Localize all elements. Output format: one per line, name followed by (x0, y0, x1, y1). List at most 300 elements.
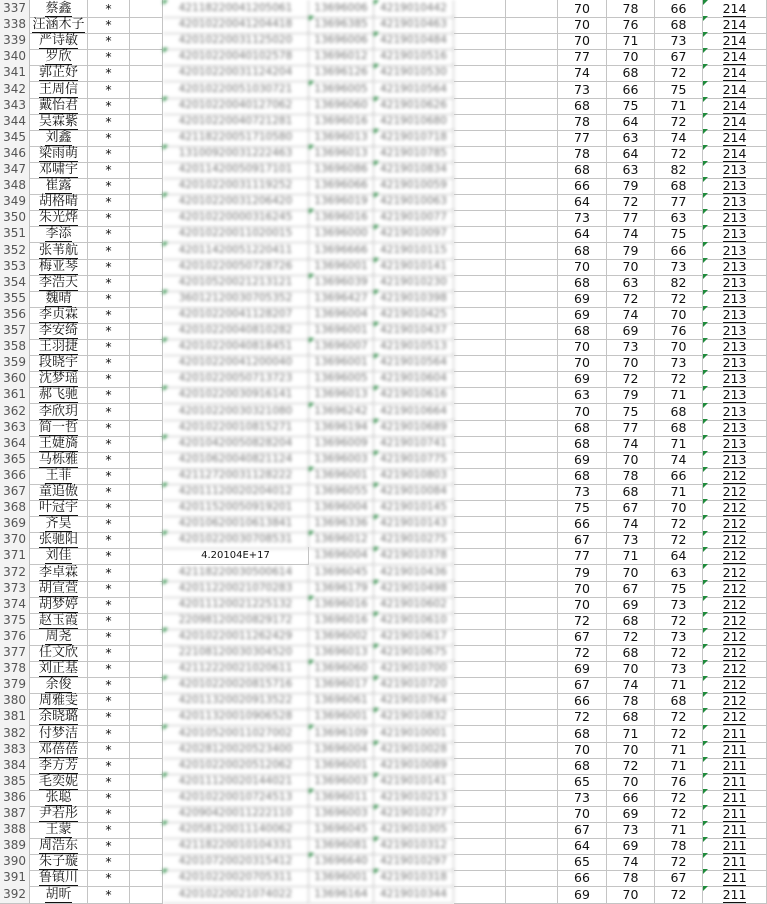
id-number-cell[interactable]: 42010220030916141 (163, 386, 309, 404)
score-cell-1[interactable]: 69 (558, 660, 607, 678)
score-cell-1[interactable]: 73 (558, 209, 607, 227)
mark-cell[interactable]: * (88, 628, 130, 646)
score-cell-1[interactable]: 70 (558, 596, 607, 614)
code-cell[interactable]: 4219010718 (374, 129, 454, 147)
score-cell-2[interactable]: 67 (607, 580, 655, 598)
mark-cell[interactable]: * (88, 853, 130, 871)
score-cell-3[interactable]: 68 (655, 692, 703, 710)
code-cell[interactable]: 4219010498 (374, 580, 454, 598)
phone-cell[interactable]: 13696427 (309, 290, 374, 308)
score-cell-3[interactable]: 78 (655, 837, 703, 855)
mark-cell[interactable]: * (88, 32, 130, 50)
code-cell[interactable]: 4219010141 (374, 773, 454, 791)
phone-cell[interactable]: 13696005 (309, 81, 374, 99)
mark-cell[interactable]: * (88, 789, 130, 807)
score-cell-3[interactable]: 75 (655, 225, 703, 243)
mark-cell[interactable]: * (88, 177, 130, 195)
mark-cell[interactable]: * (88, 258, 130, 276)
score-cell-1[interactable]: 65 (558, 773, 607, 791)
id-number-cell[interactable]: 42010220040818451 (163, 338, 309, 356)
score-cell-1[interactable]: 75 (558, 499, 607, 517)
mark-cell[interactable]: * (88, 354, 130, 372)
id-number-cell[interactable]: 42112720031128222 (163, 467, 309, 485)
mark-cell[interactable]: * (88, 757, 130, 775)
score-cell-3[interactable]: 68 (655, 419, 703, 437)
score-cell-2[interactable]: 67 (607, 499, 655, 517)
id-number-cell[interactable]: 42010620010613841 (163, 515, 309, 533)
id-number-cell[interactable]: 4.20104E+17 (163, 547, 309, 565)
score-cell-3[interactable]: 72 (655, 644, 703, 662)
mark-cell[interactable]: * (88, 596, 130, 614)
id-number-cell[interactable]: 22108120030304520 (163, 644, 309, 662)
id-number-cell[interactable]: 42011420050917101 (163, 161, 309, 179)
phone-cell[interactable]: 13696164 (309, 886, 374, 904)
code-cell[interactable]: 4219010277 (374, 805, 454, 823)
phone-cell[interactable]: 13696666 (309, 242, 374, 260)
phone-cell[interactable]: 13696179 (309, 580, 374, 598)
score-cell-3[interactable]: 71 (655, 386, 703, 404)
code-cell[interactable]: 4219010675 (374, 644, 454, 662)
id-number-cell[interactable]: 42010220030708531 (163, 531, 309, 549)
score-cell-1[interactable]: 69 (558, 370, 607, 388)
mark-cell[interactable]: * (88, 644, 130, 662)
score-cell-1[interactable]: 63 (558, 386, 607, 404)
phone-cell[interactable]: 13696061 (309, 692, 374, 710)
score-cell-1[interactable]: 70 (558, 0, 607, 18)
code-cell[interactable]: 4219010775 (374, 451, 454, 469)
code-cell[interactable]: 4219010063 (374, 193, 454, 211)
score-cell-3[interactable]: 77 (655, 193, 703, 211)
score-cell-3[interactable]: 73 (655, 660, 703, 678)
phone-cell[interactable]: 13696001 (309, 354, 374, 372)
score-cell-3[interactable]: 68 (655, 403, 703, 421)
score-cell-3[interactable]: 73 (655, 628, 703, 646)
code-cell[interactable]: 4219010297 (374, 853, 454, 871)
score-cell-3[interactable]: 72 (655, 370, 703, 388)
code-cell[interactable]: 4219010077 (374, 209, 454, 227)
score-cell-3[interactable]: 70 (655, 338, 703, 356)
mark-cell[interactable]: * (88, 274, 130, 292)
score-cell-2[interactable]: 70 (607, 564, 655, 582)
score-cell-1[interactable]: 70 (558, 580, 607, 598)
id-number-cell[interactable]: 42011320020913522 (163, 692, 309, 710)
code-cell[interactable]: 4219010398 (374, 290, 454, 308)
mark-cell[interactable]: * (88, 129, 130, 147)
phone-cell[interactable]: 13696336 (309, 515, 374, 533)
score-cell-2[interactable]: 69 (607, 837, 655, 855)
score-cell-3[interactable]: 72 (655, 789, 703, 807)
phone-cell[interactable]: 13696016 (309, 209, 374, 227)
mark-cell[interactable]: * (88, 209, 130, 227)
phone-cell[interactable]: 13696045 (309, 821, 374, 839)
score-cell-2[interactable]: 66 (607, 789, 655, 807)
score-cell-2[interactable]: 66 (607, 81, 655, 99)
code-cell[interactable]: 4219010213 (374, 789, 454, 807)
mark-cell[interactable]: * (88, 467, 130, 485)
score-cell-2[interactable]: 70 (607, 773, 655, 791)
score-cell-1[interactable]: 69 (558, 886, 607, 904)
score-cell-3[interactable]: 70 (655, 499, 703, 517)
phone-cell[interactable]: 13696060 (309, 660, 374, 678)
phone-cell[interactable]: 13696003 (309, 805, 374, 823)
score-cell-2[interactable]: 74 (607, 676, 655, 694)
score-cell-1[interactable]: 67 (558, 531, 607, 549)
score-cell-3[interactable]: 72 (655, 64, 703, 82)
phone-cell[interactable]: 13696001 (309, 869, 374, 887)
score-cell-3[interactable]: 66 (655, 0, 703, 18)
mark-cell[interactable]: * (88, 290, 130, 308)
score-cell-1[interactable]: 73 (558, 789, 607, 807)
score-cell-3[interactable]: 74 (655, 129, 703, 147)
score-cell-3[interactable]: 73 (655, 354, 703, 372)
id-number-cell[interactable]: 42010220030321080 (163, 403, 309, 421)
score-cell-2[interactable]: 64 (607, 113, 655, 131)
score-cell-1[interactable]: 70 (558, 16, 607, 34)
score-cell-1[interactable]: 68 (558, 435, 607, 453)
mark-cell[interactable]: * (88, 886, 130, 904)
score-cell-3[interactable]: 67 (655, 869, 703, 887)
phone-cell[interactable]: 13696016 (309, 113, 374, 131)
score-cell-3[interactable]: 72 (655, 805, 703, 823)
score-cell-3[interactable]: 71 (655, 435, 703, 453)
score-cell-3[interactable]: 68 (655, 177, 703, 195)
score-cell-1[interactable]: 74 (558, 64, 607, 82)
score-cell-1[interactable]: 66 (558, 515, 607, 533)
phone-cell[interactable]: 13696016 (309, 596, 374, 614)
mark-cell[interactable]: * (88, 97, 130, 115)
score-cell-2[interactable]: 77 (607, 419, 655, 437)
score-cell-3[interactable]: 73 (655, 258, 703, 276)
id-number-cell[interactable]: 13100920031222463 (163, 145, 309, 163)
score-cell-1[interactable]: 64 (558, 837, 607, 855)
score-cell-2[interactable]: 69 (607, 322, 655, 340)
score-cell-3[interactable]: 71 (655, 821, 703, 839)
score-cell-3[interactable]: 72 (655, 886, 703, 904)
mark-cell[interactable]: * (88, 81, 130, 99)
score-cell-3[interactable]: 72 (655, 113, 703, 131)
id-number-cell[interactable]: 42010420050828204 (163, 435, 309, 453)
id-number-cell[interactable]: 42010520021213121 (163, 274, 309, 292)
phone-cell[interactable]: 13696242 (309, 403, 374, 421)
phone-cell[interactable]: 13696002 (309, 628, 374, 646)
score-cell-1[interactable]: 65 (558, 853, 607, 871)
score-cell-2[interactable]: 74 (607, 306, 655, 324)
score-cell-3[interactable]: 66 (655, 242, 703, 260)
id-number-cell[interactable]: 42010220041204418 (163, 16, 309, 34)
phone-cell[interactable]: 13696009 (309, 435, 374, 453)
score-cell-3[interactable]: 72 (655, 853, 703, 871)
code-cell[interactable]: 4219010564 (374, 354, 454, 372)
score-cell-1[interactable]: 70 (558, 258, 607, 276)
score-cell-2[interactable]: 70 (607, 660, 655, 678)
score-cell-3[interactable]: 82 (655, 161, 703, 179)
score-cell-1[interactable]: 68 (558, 242, 607, 260)
phone-cell[interactable]: 13696001 (309, 467, 374, 485)
mark-cell[interactable]: * (88, 499, 130, 517)
score-cell-2[interactable]: 76 (607, 16, 655, 34)
mark-cell[interactable]: * (88, 225, 130, 243)
code-cell[interactable]: 4219010275 (374, 531, 454, 549)
score-cell-2[interactable]: 78 (607, 692, 655, 710)
score-cell-1[interactable]: 70 (558, 338, 607, 356)
score-cell-3[interactable]: 63 (655, 209, 703, 227)
mark-cell[interactable]: * (88, 386, 130, 404)
id-number-cell[interactable]: 42010220020705311 (163, 869, 309, 887)
id-number-cell[interactable]: 42010220050728726 (163, 258, 309, 276)
code-cell[interactable]: 4219010617 (374, 628, 454, 646)
score-cell-2[interactable]: 63 (607, 129, 655, 147)
score-cell-1[interactable]: 77 (558, 547, 607, 565)
score-cell-1[interactable]: 77 (558, 129, 607, 147)
code-cell[interactable]: 4219010143 (374, 515, 454, 533)
score-cell-3[interactable]: 72 (655, 612, 703, 630)
score-cell-3[interactable]: 74 (655, 451, 703, 469)
phone-cell[interactable]: 13696016 (309, 612, 374, 630)
code-cell[interactable]: 4219010689 (374, 419, 454, 437)
score-cell-3[interactable]: 76 (655, 322, 703, 340)
score-cell-3[interactable]: 68 (655, 16, 703, 34)
score-cell-2[interactable]: 71 (607, 725, 655, 743)
score-cell-2[interactable]: 75 (607, 403, 655, 421)
id-number-cell[interactable]: 36012120030705352 (163, 290, 309, 308)
score-cell-1[interactable]: 78 (558, 113, 607, 131)
code-cell[interactable]: 4219010741 (374, 435, 454, 453)
score-cell-3[interactable]: 71 (655, 97, 703, 115)
code-cell[interactable]: 4219010141 (374, 258, 454, 276)
id-number-cell[interactable]: 42011220021070283 (163, 580, 309, 598)
id-number-cell[interactable]: 42028120020523400 (163, 741, 309, 759)
mark-cell[interactable]: * (88, 773, 130, 791)
phone-cell[interactable]: 13696004 (309, 547, 374, 565)
phone-cell[interactable]: 13696012 (309, 531, 374, 549)
code-cell[interactable]: 4219010764 (374, 692, 454, 710)
score-cell-2[interactable]: 79 (607, 242, 655, 260)
code-cell[interactable]: 4219010834 (374, 161, 454, 179)
id-number-cell[interactable]: 42010220021074022 (163, 886, 309, 904)
id-number-cell[interactable]: 42010220000316245 (163, 209, 309, 227)
score-cell-2[interactable]: 68 (607, 483, 655, 501)
score-cell-3[interactable]: 72 (655, 515, 703, 533)
score-cell-2[interactable]: 70 (607, 354, 655, 372)
score-cell-1[interactable]: 64 (558, 225, 607, 243)
score-cell-1[interactable]: 64 (558, 193, 607, 211)
mark-cell[interactable]: * (88, 403, 130, 421)
score-cell-3[interactable]: 63 (655, 564, 703, 582)
phone-cell[interactable]: 13696012 (309, 48, 374, 66)
mark-cell[interactable]: * (88, 193, 130, 211)
mark-cell[interactable]: * (88, 370, 130, 388)
id-number-cell[interactable]: 42058120011140062 (163, 821, 309, 839)
code-cell[interactable]: 4219010436 (374, 564, 454, 582)
mark-cell[interactable]: * (88, 0, 130, 18)
id-number-cell[interactable]: 42010220031124204 (163, 64, 309, 82)
code-cell[interactable]: 4219010610 (374, 612, 454, 630)
phone-cell[interactable]: 13696060 (309, 97, 374, 115)
id-number-cell[interactable]: 42010220040127062 (163, 97, 309, 115)
mark-cell[interactable]: * (88, 242, 130, 260)
code-cell[interactable]: 4219010344 (374, 886, 454, 904)
mark-cell[interactable]: * (88, 483, 130, 501)
id-number-cell[interactable]: 42010220031125020 (163, 32, 309, 50)
mark-cell[interactable]: * (88, 515, 130, 533)
id-number-cell[interactable]: 42010220010815271 (163, 419, 309, 437)
phone-cell[interactable]: 13696019 (309, 193, 374, 211)
score-cell-1[interactable]: 72 (558, 708, 607, 726)
score-cell-3[interactable]: 71 (655, 676, 703, 694)
phone-cell[interactable]: 13696013 (309, 644, 374, 662)
id-number-cell[interactable]: 42010220011262429 (163, 628, 309, 646)
code-cell[interactable]: 4219010602 (374, 596, 454, 614)
score-cell-2[interactable]: 70 (607, 741, 655, 759)
code-cell[interactable]: 4219010832 (374, 708, 454, 726)
id-number-cell[interactable]: 42011120021225132 (163, 596, 309, 614)
phone-cell[interactable]: 13696004 (309, 741, 374, 759)
score-cell-2[interactable]: 68 (607, 644, 655, 662)
score-cell-2[interactable]: 68 (607, 612, 655, 630)
id-number-cell[interactable]: 42011120020144021 (163, 773, 309, 791)
mark-cell[interactable]: * (88, 547, 130, 565)
score-cell-3[interactable]: 73 (655, 596, 703, 614)
score-cell-1[interactable]: 70 (558, 32, 607, 50)
mark-cell[interactable]: * (88, 837, 130, 855)
mark-cell[interactable]: * (88, 821, 130, 839)
score-cell-2[interactable]: 73 (607, 531, 655, 549)
score-cell-2[interactable]: 63 (607, 274, 655, 292)
code-cell[interactable]: 4219010318 (374, 869, 454, 887)
id-number-cell[interactable]: 42010720020315412 (163, 853, 309, 871)
score-cell-2[interactable]: 69 (607, 596, 655, 614)
phone-cell[interactable]: 13696001 (309, 757, 374, 775)
score-cell-3[interactable]: 64 (655, 547, 703, 565)
score-cell-2[interactable]: 77 (607, 209, 655, 227)
phone-cell[interactable]: 13696011 (309, 789, 374, 807)
score-cell-1[interactable]: 73 (558, 483, 607, 501)
phone-cell[interactable]: 13696086 (309, 161, 374, 179)
phone-cell[interactable]: 13696001 (309, 258, 374, 276)
phone-cell[interactable]: 13696055 (309, 483, 374, 501)
phone-cell[interactable]: 13696001 (309, 322, 374, 340)
mark-cell[interactable]: * (88, 676, 130, 694)
id-number-cell[interactable]: 42112220021020611 (163, 660, 309, 678)
score-cell-2[interactable]: 74 (607, 515, 655, 533)
score-cell-3[interactable]: 71 (655, 757, 703, 775)
code-cell[interactable]: 4219010626 (374, 97, 454, 115)
id-number-cell[interactable]: 42011320010906528 (163, 708, 309, 726)
score-cell-1[interactable]: 68 (558, 757, 607, 775)
score-cell-2[interactable]: 72 (607, 757, 655, 775)
score-cell-3[interactable]: 72 (655, 290, 703, 308)
phone-cell[interactable]: 13696126 (309, 64, 374, 82)
phone-cell[interactable]: 13696640 (309, 853, 374, 871)
mark-cell[interactable]: * (88, 451, 130, 469)
phone-cell[interactable]: 13696045 (309, 564, 374, 582)
mark-cell[interactable]: * (88, 113, 130, 131)
score-cell-1[interactable]: 66 (558, 692, 607, 710)
id-number-cell[interactable]: 42010520011027002 (163, 725, 309, 743)
code-cell[interactable]: 4219010513 (374, 338, 454, 356)
mark-cell[interactable]: * (88, 869, 130, 887)
phone-cell[interactable]: 13696000 (309, 225, 374, 243)
id-number-cell[interactable]: 42010220041128207 (163, 306, 309, 324)
id-number-cell[interactable]: 42118220030500614 (163, 564, 309, 582)
mark-cell[interactable]: * (88, 64, 130, 82)
id-number-cell[interactable]: 42010220040721281 (163, 113, 309, 131)
code-cell[interactable]: 4219010425 (374, 306, 454, 324)
mark-cell[interactable]: * (88, 419, 130, 437)
phone-cell[interactable]: 13696066 (309, 177, 374, 195)
score-cell-2[interactable]: 64 (607, 145, 655, 163)
mark-cell[interactable]: * (88, 16, 130, 34)
score-cell-3[interactable]: 75 (655, 580, 703, 598)
phone-cell[interactable]: 13696013 (309, 145, 374, 163)
phone-cell[interactable]: 13696005 (309, 370, 374, 388)
score-cell-3[interactable]: 71 (655, 483, 703, 501)
score-cell-1[interactable]: 70 (558, 354, 607, 372)
id-number-cell[interactable]: 42010620040821124 (163, 451, 309, 469)
score-cell-3[interactable]: 82 (655, 274, 703, 292)
score-cell-1[interactable]: 68 (558, 322, 607, 340)
id-number-cell[interactable]: 42011520050919201 (163, 499, 309, 517)
mark-cell[interactable]: * (88, 435, 130, 453)
phone-cell[interactable]: 13696007 (309, 338, 374, 356)
mark-cell[interactable]: * (88, 805, 130, 823)
score-cell-2[interactable]: 71 (607, 547, 655, 565)
id-number-cell[interactable]: 42010220041200040 (163, 354, 309, 372)
score-cell-2[interactable]: 68 (607, 708, 655, 726)
mark-cell[interactable]: * (88, 48, 130, 66)
code-cell[interactable]: 4219010084 (374, 483, 454, 501)
score-cell-1[interactable]: 72 (558, 612, 607, 630)
score-cell-3[interactable]: 76 (655, 773, 703, 791)
code-cell[interactable]: 4219010437 (374, 322, 454, 340)
code-cell[interactable]: 4219010516 (374, 48, 454, 66)
code-cell[interactable]: 4219010230 (374, 274, 454, 292)
mark-cell[interactable]: * (88, 708, 130, 726)
score-cell-2[interactable]: 74 (607, 435, 655, 453)
score-cell-1[interactable]: 73 (558, 81, 607, 99)
code-cell[interactable]: 4219010028 (374, 741, 454, 759)
score-cell-2[interactable]: 79 (607, 177, 655, 195)
score-cell-3[interactable]: 75 (655, 81, 703, 99)
score-cell-1[interactable]: 67 (558, 676, 607, 694)
id-number-cell[interactable]: 42010220010724513 (163, 789, 309, 807)
score-cell-3[interactable]: 70 (655, 306, 703, 324)
code-cell[interactable]: 4219010700 (374, 660, 454, 678)
score-cell-3[interactable]: 72 (655, 708, 703, 726)
phone-cell[interactable]: 13696081 (309, 837, 374, 855)
score-cell-2[interactable]: 78 (607, 0, 655, 18)
phone-cell[interactable]: 13696194 (309, 419, 374, 437)
code-cell[interactable]: 4219010463 (374, 16, 454, 34)
code-cell[interactable]: 4219010785 (374, 145, 454, 163)
phone-cell[interactable]: 13696006 (309, 0, 374, 18)
id-number-cell[interactable]: 42118220041205061 (163, 0, 309, 18)
score-cell-2[interactable]: 72 (607, 193, 655, 211)
score-cell-2[interactable]: 72 (607, 290, 655, 308)
phone-cell[interactable]: 13696004 (309, 306, 374, 324)
score-cell-1[interactable]: 79 (558, 564, 607, 582)
score-cell-3[interactable]: 72 (655, 531, 703, 549)
id-number-cell[interactable]: 42118220010104331 (163, 837, 309, 855)
code-cell[interactable]: 4219010803 (374, 467, 454, 485)
mark-cell[interactable]: * (88, 692, 130, 710)
score-cell-3[interactable]: 71 (655, 741, 703, 759)
score-cell-1[interactable]: 77 (558, 48, 607, 66)
score-cell-2[interactable]: 73 (607, 338, 655, 356)
code-cell[interactable]: 4219010097 (374, 225, 454, 243)
score-cell-2[interactable]: 73 (607, 821, 655, 839)
id-number-cell[interactable]: 42118220051710580 (163, 129, 309, 147)
